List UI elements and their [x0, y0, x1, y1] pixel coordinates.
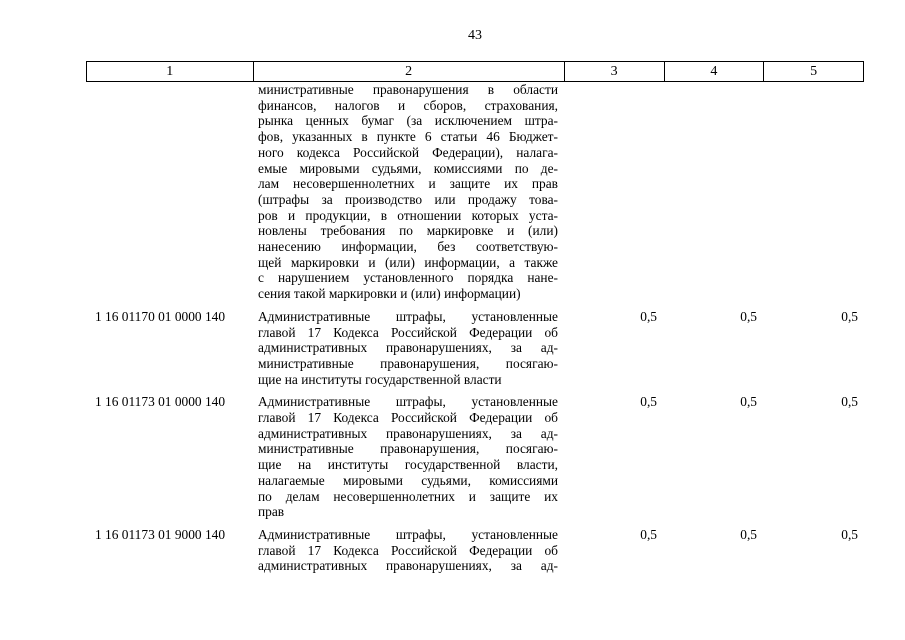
description-line: прав [258, 504, 285, 520]
value-cell-3: 0,5 [640, 394, 657, 410]
page-number: 43 [468, 28, 482, 43]
table-row-continuation [86, 82, 864, 302]
description-line: финансов, налогов и сборов, страхования, [258, 97, 558, 113]
table-header-row [86, 61, 864, 82]
header-col-4: 4 [665, 62, 765, 81]
description-line: по делам несовершеннолетних и защите их [258, 488, 558, 504]
description-cell [253, 394, 565, 520]
description-line: фов, указанных в пункте 6 статьи 46 Бюджет- [258, 129, 558, 145]
description-line: административных правонарушениях, за ад- [258, 558, 558, 574]
description-line: щие на институты государственной власти [258, 371, 502, 387]
description-line: ного кодекса Российской Федерации), налага- [258, 144, 558, 160]
table-row [86, 527, 864, 574]
description-line: сения такой маркировки и (или) информации) [258, 286, 521, 302]
description-line: министративные правонарушения в области [258, 82, 558, 97]
table-body [86, 82, 864, 574]
value-cell-5: 0,5 [841, 308, 858, 324]
description-line: налагаемые мировыми судьями, комиссиями [258, 472, 558, 488]
description-line: министративные правонарушения, посягаю- [258, 355, 558, 371]
description-line: главой 17 Кодекса Российской Федерации об [258, 542, 558, 558]
description-cell [253, 527, 565, 574]
value-cell-5: 0,5 [841, 394, 858, 410]
code-cell: 1 16 01170 01 0000 140 [95, 308, 226, 324]
value-cell-4: 0,5 [740, 526, 757, 542]
value-cell-5: 0,5 [841, 526, 858, 542]
description-line: щие на институты государственной власти, [258, 457, 558, 473]
code-cell: 1 16 01173 01 0000 140 [95, 394, 226, 410]
value-cell-3: 0,5 [640, 526, 657, 542]
header-col-1: 1 [87, 62, 254, 81]
description-line: Административные штрафы, установленные [258, 526, 558, 542]
value-cell-4: 0,5 [740, 308, 757, 324]
value-cell-3: 0,5 [640, 308, 657, 324]
description-line: с нарушением установленного порядка нане- [258, 270, 558, 286]
value-cell-4: 0,5 [740, 394, 757, 410]
code-cell: 1 16 01173 01 9000 140 [95, 526, 226, 542]
value-cell-5 [765, 82, 864, 302]
description-line: нанесению информации, без соответствую- [258, 239, 558, 255]
description-line: ров и продукции, в отношении которых уста- [258, 207, 558, 223]
header-col-5: 5 [810, 64, 818, 79]
table-row [86, 309, 864, 388]
description-line: емые мировыми судьями, комиссиями по де- [258, 160, 558, 176]
code-cell [86, 82, 253, 302]
header-col-2: 2 [254, 62, 565, 81]
description-line: главой 17 Кодекса Российской Федерации об [258, 410, 558, 426]
description-cell [253, 82, 565, 302]
description-line: новлены требования по маркировке и (или) [258, 223, 558, 239]
description-line: лам несовершеннолетних и защите их прав [258, 176, 558, 192]
table-row [86, 394, 864, 520]
value-cell-3 [565, 82, 665, 302]
description-line: (штрафы за производство или продажу това- [258, 191, 558, 207]
header-col-3: 3 [565, 62, 665, 81]
description-line: главой 17 Кодекса Российской Федерации об [258, 324, 558, 340]
description-cell [253, 309, 565, 388]
description-line: Административные штрафы, установленные [258, 308, 558, 324]
value-cell-4 [665, 82, 765, 302]
description-line: рынка ценных бумаг (за исключением штра- [258, 113, 558, 129]
description-line: щей маркировки и (или) информации, а также [258, 254, 558, 270]
description-line: Административные штрафы, установленные [258, 394, 558, 410]
description-line: административных правонарушениях, за ад- [258, 425, 558, 441]
description-line: административных правонарушениях, за ад- [258, 340, 558, 356]
description-line: министративные правонарушения, посягаю- [258, 441, 558, 457]
